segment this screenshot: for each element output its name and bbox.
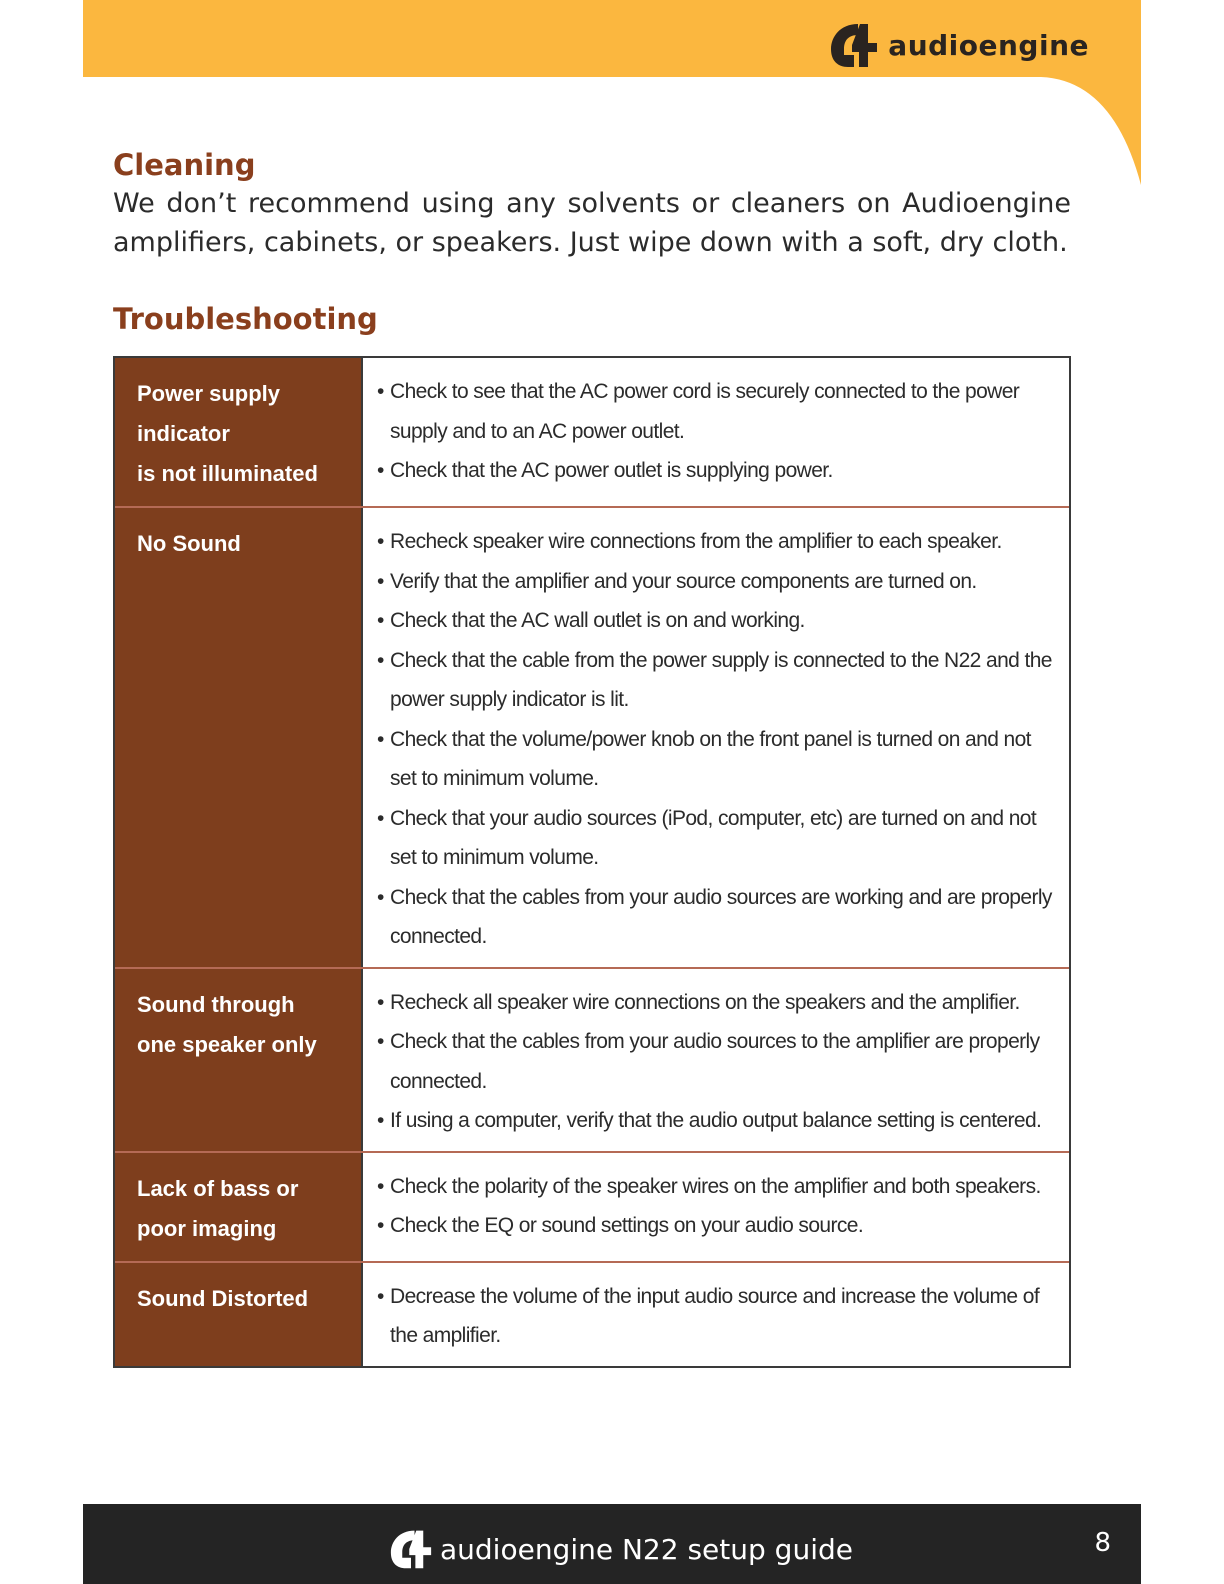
- troubleshooting-table: [113, 356, 1071, 1368]
- solutions-cell: [363, 1153, 1069, 1261]
- solution-item: • Verify that the amplifier and your source components are turned on.: [377, 562, 1061, 602]
- solution-item: • Check that the AC power outlet is supplying power.: [377, 451, 1061, 491]
- manual-page: [83, 0, 1141, 1584]
- header-brand: [828, 20, 1089, 70]
- solution-item: • If using a computer, verify that the audio output balance setting is centered.: [377, 1101, 1061, 1141]
- problem-cell: [115, 358, 363, 506]
- solutions-cell: [363, 1263, 1069, 1366]
- page-content: [113, 148, 1071, 1368]
- solution-item: • Check that the volume/power knob on the front panel is turned on and not set to minimum volume.: [377, 720, 1061, 799]
- table-row: [115, 1261, 1069, 1366]
- solutions-cell: [363, 358, 1069, 506]
- table-row: [115, 358, 1069, 506]
- audioengine-logo-icon: [388, 1528, 434, 1570]
- footer-brand: [388, 1526, 853, 1572]
- solution-item: • Check that the cables from your audio sources are working and are properly connected.: [377, 878, 1061, 957]
- problem-label: No Sound: [137, 531, 241, 556]
- problem-label: Sound Distorted: [137, 1285, 309, 1311]
- solution-item: • Check the polarity of the speaker wires on the amplifier and both speakers.: [377, 1167, 1061, 1207]
- table-row: [115, 1151, 1069, 1261]
- solutions-cell: [363, 969, 1069, 1151]
- solution-item: • Check to see that the AC power cord is securely connected to the power supply and to an AC power outlet.: [377, 372, 1061, 451]
- solution-item: • Check that the cables from your audio sources to the amplifier are properly connected.: [377, 1022, 1061, 1101]
- solution-item: • Recheck speaker wire connections from the amplifier to each speaker.: [377, 522, 1061, 562]
- table-row: [115, 506, 1069, 967]
- problem-label: is not illuminated: [137, 461, 318, 486]
- problem-label: Power supply indicator: [137, 381, 281, 446]
- problem-cell: [115, 1263, 363, 1366]
- troubleshooting-heading: Troubleshooting: [113, 302, 378, 336]
- footer-title: audioengine N22 setup guide: [440, 1532, 853, 1566]
- problem-cell: [115, 508, 363, 967]
- problem-label: one speaker only: [137, 1031, 317, 1057]
- solutions-cell: [363, 508, 1069, 967]
- header-brand-name: audioengine: [888, 28, 1089, 62]
- problem-label: poor imaging: [137, 1215, 277, 1241]
- table-row: [115, 967, 1069, 1151]
- problem-label: Lack of bass or: [137, 1175, 299, 1201]
- solution-item: • Decrease the volume of the input audio source and increase the volume of the amplifier.: [377, 1277, 1061, 1356]
- audioengine-logo-icon: [828, 21, 880, 69]
- solution-item: • Check that the AC wall outlet is on and working.: [377, 601, 1061, 641]
- solution-item: • Check the EQ or sound settings on your audio source.: [377, 1206, 1061, 1246]
- page-number: 8: [1094, 1528, 1111, 1558]
- problem-label: Sound through: [137, 991, 295, 1017]
- problem-cell: [115, 1153, 363, 1261]
- problem-cell: [115, 969, 363, 1151]
- solution-item: • Check that your audio sources (iPod, computer, etc) are turned on and not set to minimum volume.: [377, 799, 1061, 878]
- solution-item: • Recheck all speaker wire connections on the speakers and the amplifier.: [377, 983, 1061, 1023]
- solution-item: • Check that the cable from the power supply is connected to the N22 and the power supply indicator is lit.: [377, 641, 1061, 720]
- footer-bar: [83, 1504, 1141, 1584]
- cleaning-heading: Cleaning: [113, 148, 256, 182]
- cleaning-paragraph: We don’t recommend using any solvents or cleaners on Audioengine amplifiers, cabinets, or speakers. Just wipe down with a soft, dry cloth.: [113, 188, 1071, 258]
